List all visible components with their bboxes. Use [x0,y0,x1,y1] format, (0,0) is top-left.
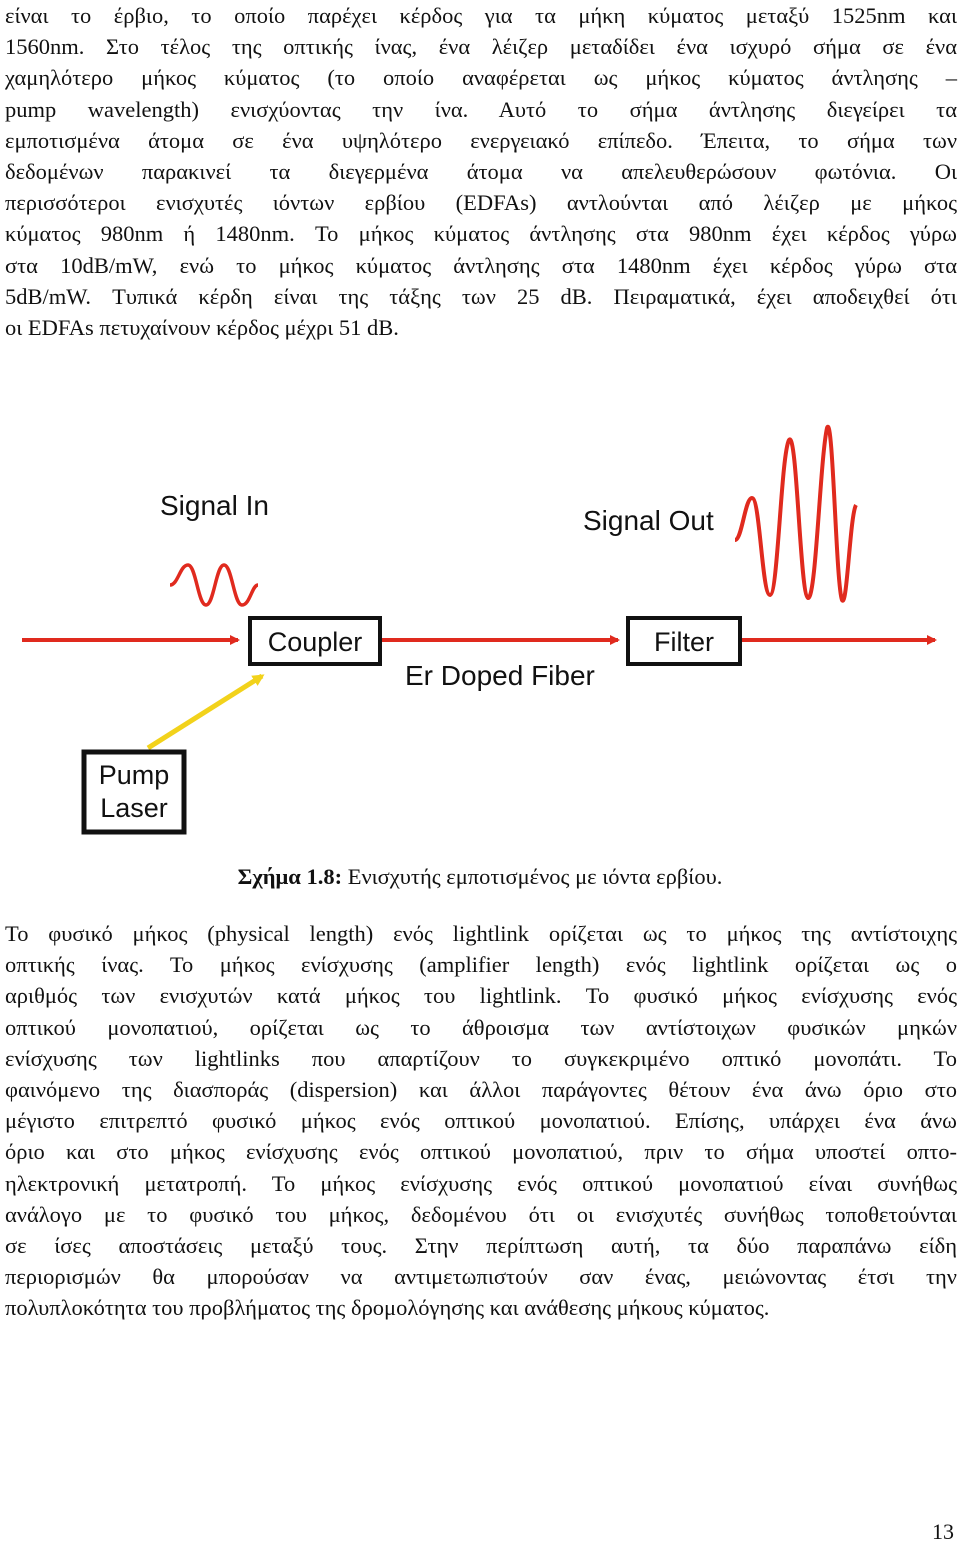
text-line: ανάλογο με το φυσικό του μήκος, δεδομένου ότι οι ενισχυτές συνήθως τοποθετούνται [5,1201,957,1227]
text-line: σε ίσες αποστάσεις μεταξύ τους. Στην περίπτωση αυτή, τα δύο παραπάνω είδη [5,1233,957,1259]
signal-out-label: Signal Out [583,505,714,536]
filter-label: Filter [654,627,714,657]
text-line: ενίσχυσης των lightlinks που απαρτίζουν το συγκεκριμένο οπτικό μονοπάτι. Το [5,1045,957,1071]
text-line: πολυπλοκότητα του προβλήματος της δρομολόγησης και ανάθεσης μήκους κύματος. [5,1295,770,1321]
laser-label: Laser [100,793,168,823]
text-line: οπτικού μονοπατιού, ορίζεται ως το άθροισμα των αντίστοιχων φυσικών μηκών [5,1014,957,1040]
er-doped-fiber-label: Er Doped Fiber [405,660,595,691]
text-line: όριο και στο μήκος ενίσχυσης ενός οπτικού μονοπατιού, πριν το σήμα υποστεί οπτο- [5,1139,957,1165]
text-line: Το φυσικό μήκος (physical length) ενός lightlink ορίζεται ως το μήκος της αντίστοιχης [5,921,957,946]
paragraph-2 [5,918,957,1324]
text-line: περισσότεροι ενισχυτές ιόντων ερβίου (EDFAs) αντλούνται από λέιζερ με μήκος [5,190,957,216]
edfa-diagram [0,380,960,850]
text-line: είναι το έρβιο, το οποίο παρέχει κέρδος για τα μήκη κύματος μεταξύ 1525nm και [5,3,957,28]
text-line: στα 10dB/mW, ενώ το μήκος κύματος άντλησης στα 1480nm έχει κέρδος γύρω στα [5,252,957,278]
signal-in-label: Signal In [160,490,269,521]
output-signal-wave [735,427,856,601]
text-line: φαινόμενο της διασποράς (dispersion) και άλλοι παράγοντες θέτουν ένα άνω όριο στο [5,1077,957,1103]
pump-label: Pump [98,760,170,790]
text-line: περιορισμών θα μπορούσαν να αντιμετωπιστούν σαν ένας, μειώνοντας έτσι την [5,1264,957,1290]
text-line: 1560nm. Στο τέλος της οπτικής ίνας, ένα λέιζερ μεταδίδει ένα ισχυρό σήμα σε ένα [5,34,957,60]
text-line: pump wavelength) ενισχύοντας την ίνα. Αυτό το σήμα άντλησης διεγείρει τα [5,96,957,122]
text-line: μέγιστο επιτρεπτό φυσικό μήκος ενός οπτικού μονοπατιού. Επίσης, υπάρχει ένα άνω [5,1108,957,1134]
page-number: 13 [932,1519,954,1544]
text-line: οπτικής ίνας. Το μήκος ενίσχυσης (amplifier length) ενός lightlink ορίζεται ως ο [5,952,957,978]
text-line: κύματος 980nm ή 1480nm. Το μήκος κύματος άντλησης στα 980nm έχει κέρδος γύρω [5,221,957,247]
input-signal-wave [170,565,258,605]
text-line: οι EDFAs πετυχαίνουν κέρδος μέχρι 51 dB. [5,315,399,341]
text-line: δεδομένων παρακινεί τα διεγερμένα άτομα να απελευθερώσουν φωτόνια. Οι [5,159,957,185]
figure-caption [0,862,960,892]
text-line: 5dB/mW. Τυπικά κέρδη είναι της τάξης των 25 dB. Πειραματικά, έχει αποδειχθεί ότι [5,283,957,309]
coupler-label: Coupler [267,627,363,657]
text-line: αριθμός των ενισχυτών κατά μήκος του lightlink. Το φυσικό μήκος ενίσχυσης ενός [5,983,957,1009]
text-line: εμποτισμένα άτομα σε ένα υψηλότερο ενεργειακό επίπεδο. Έπειτα, το σήμα των [5,127,957,153]
caption-number: Σχήμα 1.8: [237,864,343,889]
caption-text: Ενισχυτής εμποτισμένος με ιόντα ερβίου. [342,864,723,889]
text-line: χαμηλότερο μήκος κύματος (το οποίο αναφέρεται ως μήκος κύματος άντλησης – [5,65,957,91]
text-line: ηλεκτρονική μετατροπή. Το μήκος ενίσχυσης ενός οπτικού μονοπατιού είναι συνήθως [5,1170,957,1196]
pump-arrow [148,676,262,748]
paragraph-1 [5,0,957,343]
